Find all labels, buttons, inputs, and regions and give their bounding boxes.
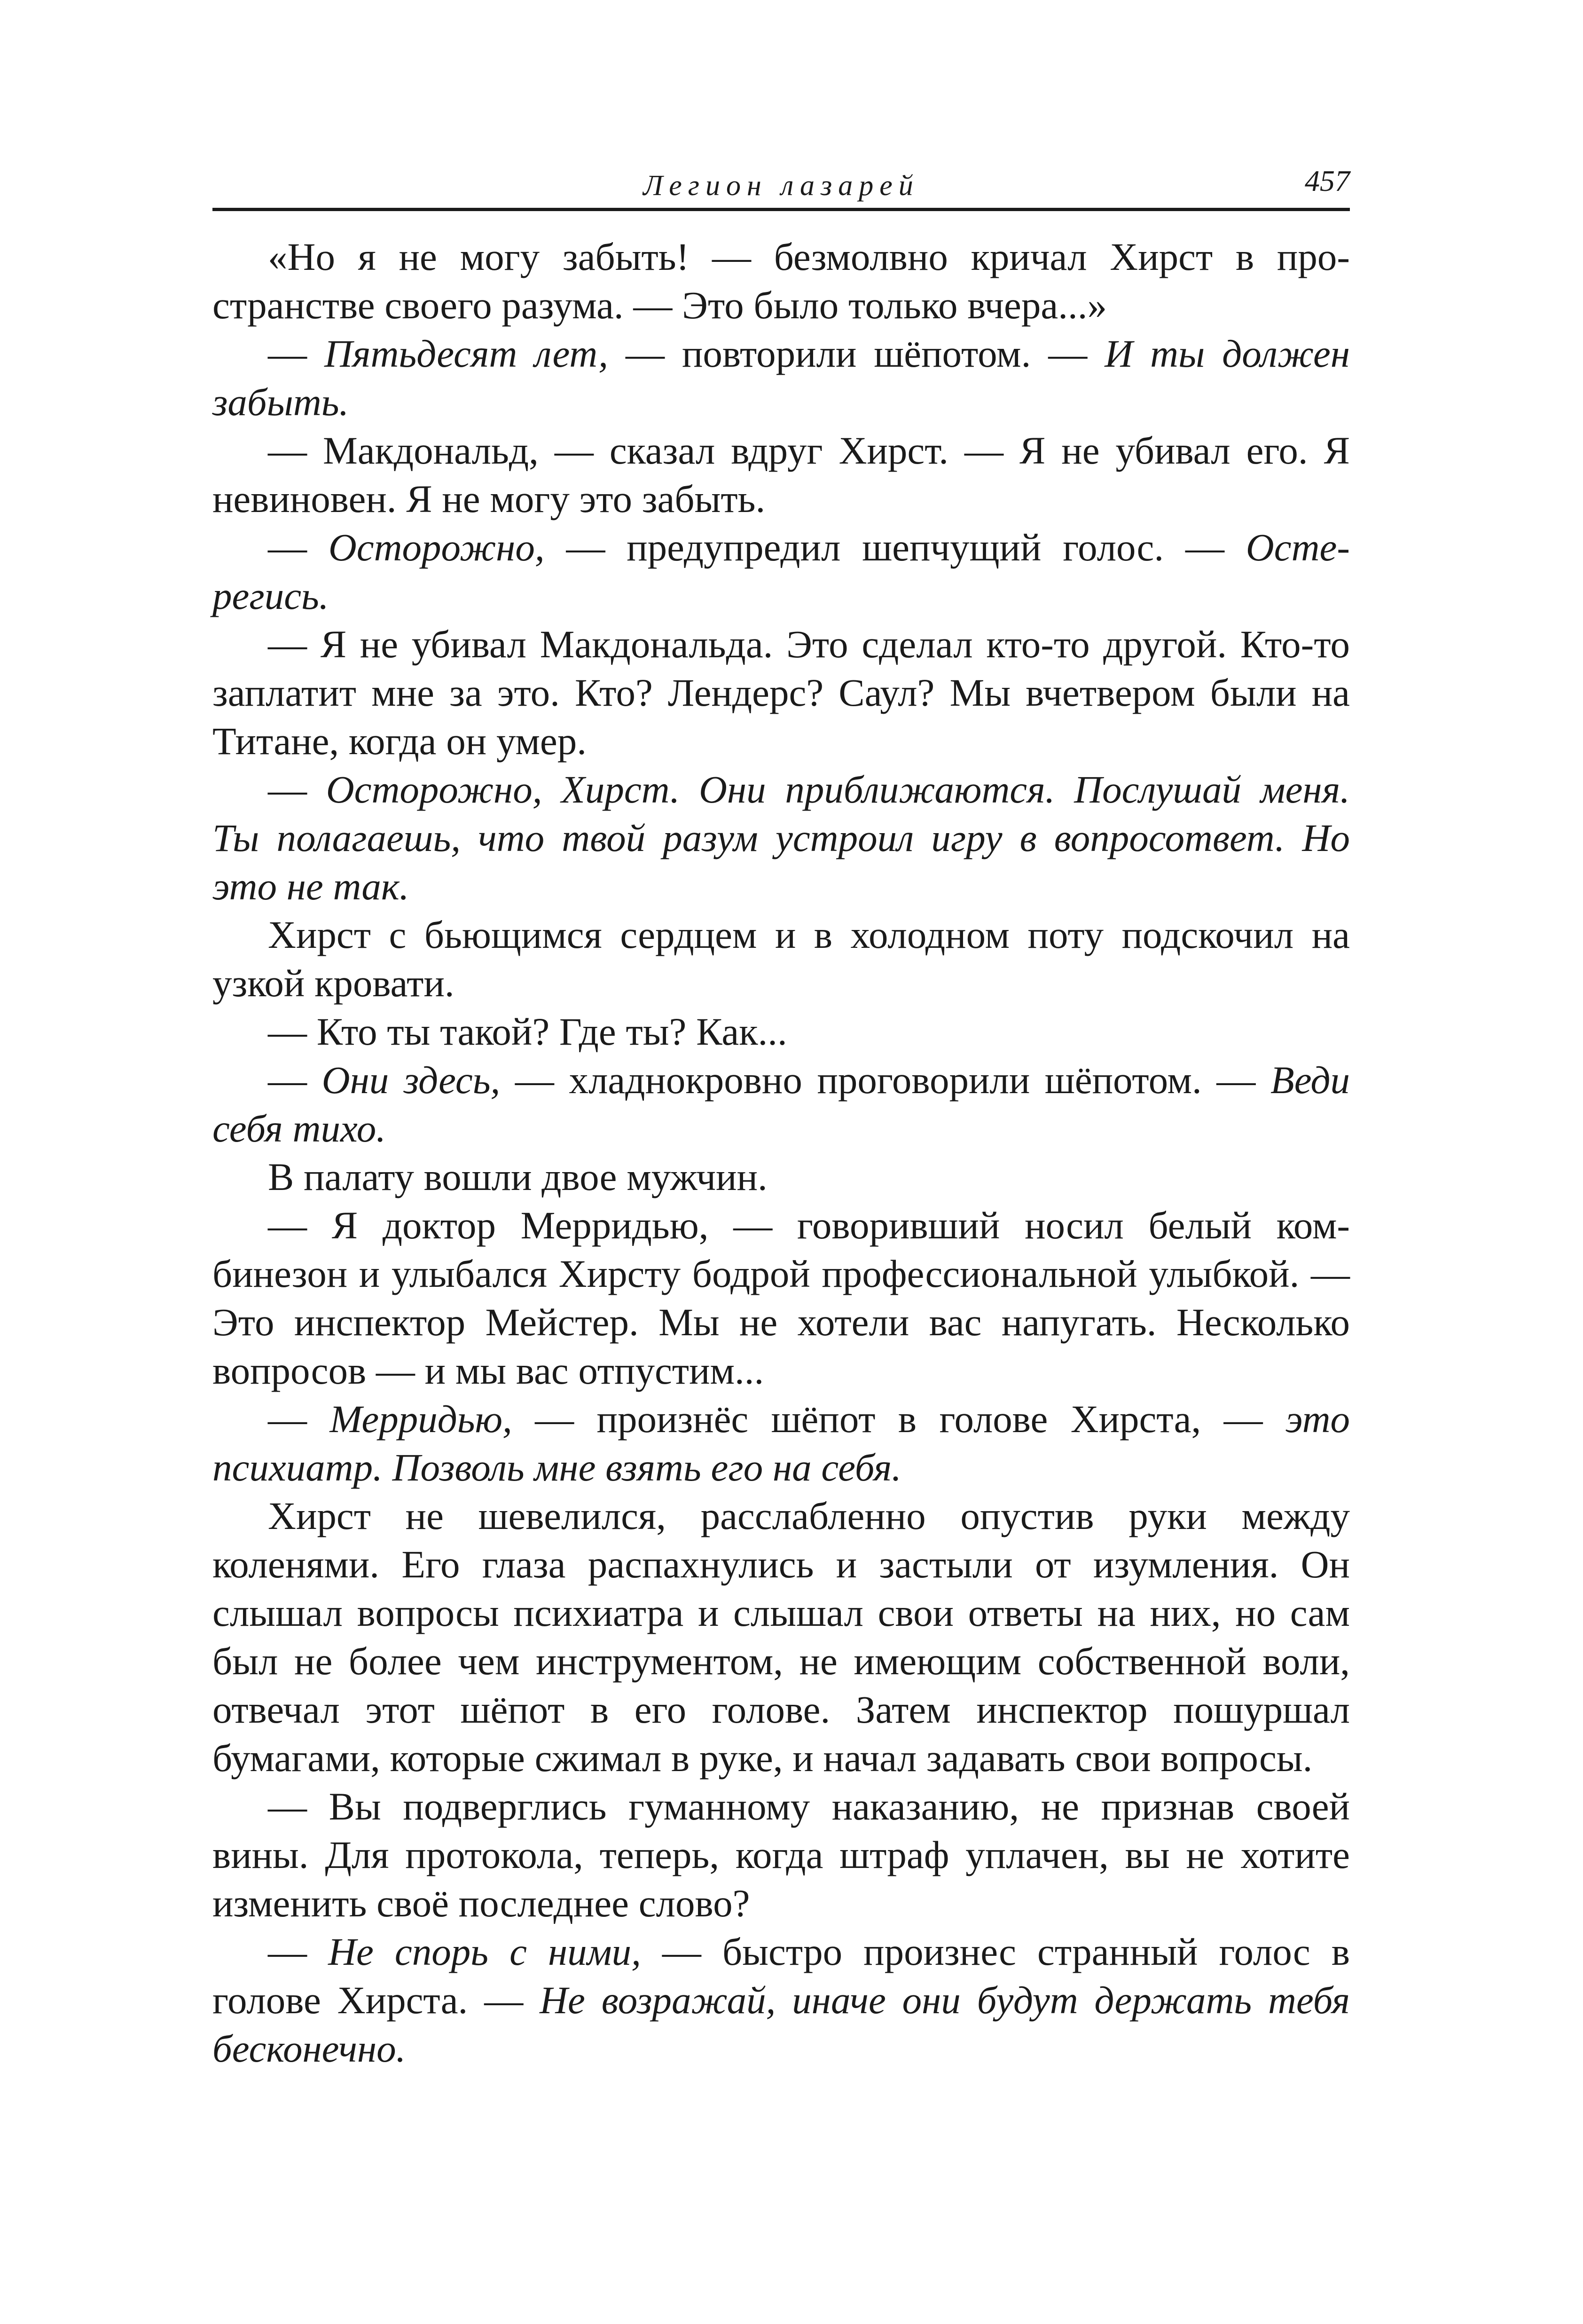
italic-text-segment: Остерегись. <box>212 526 1350 617</box>
text-segment: В палату вошли двое мужчин. <box>268 1155 768 1198</box>
paragraph <box>212 1201 1350 1395</box>
paragraph <box>212 1928 1350 2073</box>
paragraph <box>212 765 1350 911</box>
text-segment: «Но я не могу забыть! — безмолвно кричал Хирст в пространстве своего разума. — Это было только вчера...» <box>212 235 1350 327</box>
paragraph <box>212 1395 1350 1492</box>
page-header <box>212 162 1350 214</box>
text-segment: Хирст не шевелился, расслабленно опустив руки между коленями. Его глаза распахнулись и застыли от изумления. Он слышал вопросы психиатра и слышал свои ответы на них, но сам был не более чем инструментом, не имеющим собственной воли, отвечал этот шёпот в его голове. Затем инспектор пошуршал бумагами, которые сжимал в руке, и начал задавать свои вопросы. <box>212 1494 1350 1780</box>
text-segment: — <box>268 1058 322 1102</box>
text-segment: — <box>268 1930 329 1973</box>
header-rule <box>212 208 1350 211</box>
running-title: Легион лазарей <box>643 170 919 202</box>
italic-text-segment: Мерридью, <box>329 1397 512 1441</box>
text-segment: — <box>268 768 326 811</box>
italic-text-segment: Пятьдесят лет, <box>324 332 609 375</box>
paragraph <box>212 620 1350 765</box>
italic-text-segment: Не возражай, иначе они будут держать тебя бесконечно. <box>212 1978 1350 2070</box>
text-segment: — хладнокровно проговорили шёпотом. — <box>500 1058 1271 1102</box>
paragraph <box>212 911 1350 1008</box>
paragraph <box>212 523 1350 620</box>
paragraph <box>212 1056 1350 1153</box>
text-segment: Хирст с бьющимся сердцем и в холодном поту подскочил на узкой кровати. <box>212 913 1350 1005</box>
paragraph <box>212 1153 1350 1201</box>
text-segment: — предупредил шепчущий голос. — <box>544 526 1246 569</box>
text-segment: — произнёс шёпот в голове Хирста, — <box>512 1397 1286 1441</box>
paragraph <box>212 426 1350 523</box>
text-segment: — повторили шёпотом. — <box>608 332 1105 375</box>
text-segment: — Я не убивал Макдональда. Это сделал кто-то другой. Кто-то заплатит мне за это. Кто? Лендерс? Саул? Мы вчетвером были на Титане, когда он умер. <box>212 622 1350 763</box>
italic-text-segment: Они здесь, <box>321 1058 501 1102</box>
text-segment: — Я доктор Мерридью, — говоривший носил белый комбинезон и улыбался Хирсту бодрой профессиональной улыбкой. — Это инспектор Мейстер. Мы не хотели вас напугать. Несколько вопросов — и мы вас отпустим... <box>212 1204 1350 1392</box>
italic-text-segment: это психиатр. Позволь мне взять его на себя. <box>212 1397 1350 1489</box>
text-segment: — <box>268 332 324 375</box>
italic-text-segment: Не спорь с ними, <box>328 1930 641 1973</box>
text-segment: — быстро произнес странный голос в голове Хирста. — <box>212 1930 1350 2022</box>
italic-text-segment: И ты должен забыть. <box>212 332 1350 424</box>
text-body <box>212 233 1350 2073</box>
text-segment: — <box>268 526 329 569</box>
page-number: 457 <box>1305 164 1350 197</box>
italic-text-segment: Веди себя тихо. <box>212 1058 1350 1150</box>
italic-text-segment: Осторожно, <box>328 526 545 569</box>
paragraph <box>212 233 1350 330</box>
paragraph <box>212 330 1350 426</box>
text-segment: — Вы подверглись гуманному наказанию, не признав своей вины. Для протокола, теперь, когда штраф уплачен, вы не хотите изменить своё последнее слово? <box>212 1785 1350 1925</box>
text-segment: — Макдональд, — сказал вдруг Хирст. — Я не убивал его. Я невиновен. Я не могу это забыть. <box>212 429 1350 520</box>
italic-text-segment: Осторожно, Хирст. Они приближаются. Послушай меня. Ты полагаешь, что твой разум устроил игру в вопросответ. Но это не так. <box>212 768 1350 908</box>
text-segment: — Кто ты такой? Где ты? Как... <box>268 1010 787 1053</box>
paragraph <box>212 1492 1350 1782</box>
paragraph <box>212 1008 1350 1056</box>
paragraph <box>212 1782 1350 1928</box>
text-segment: — <box>268 1397 330 1441</box>
